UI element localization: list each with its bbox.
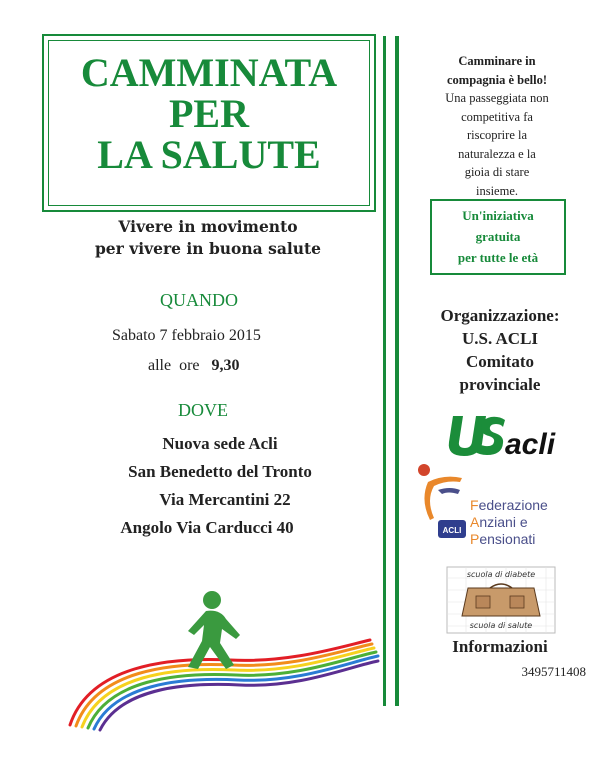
- subtitle: [70, 216, 346, 260]
- intro-line: naturalezza e la: [458, 146, 536, 161]
- address-line: San Benedetto del Tronto: [128, 462, 312, 481]
- scuola-logo: [446, 566, 556, 634]
- org-line: U.S. ACLI: [461, 329, 539, 348]
- vertical-divider: [395, 36, 399, 706]
- org-line: Comitato: [466, 352, 534, 371]
- fap-rest-1: ederazione: [478, 497, 548, 513]
- organization-block: [412, 304, 588, 396]
- intro-line: Una passeggiata non: [445, 91, 549, 105]
- event-time: [148, 357, 240, 375]
- event-time-value: 9,30: [211, 357, 240, 374]
- free-box-line: per tutte le età: [457, 250, 539, 265]
- address-block: [60, 430, 380, 542]
- title-line-1: CAMMINATA: [80, 50, 338, 95]
- scuola-top-text: scuola di diabete: [466, 570, 536, 579]
- intro-bold-line: Camminare in: [458, 54, 536, 68]
- page-title: [42, 52, 376, 175]
- vertical-divider: [383, 36, 386, 706]
- free-box-line: gratuita: [475, 229, 521, 244]
- intro-bold-line: compagnia è bello!: [447, 72, 547, 87]
- intro-line: insieme.: [475, 183, 518, 198]
- fap-rest-2: nziani e: [479, 514, 528, 530]
- fap-logo-text: [470, 497, 548, 548]
- fap-cap-f: F: [470, 497, 479, 513]
- intro-line: gioia di stare: [464, 165, 530, 179]
- intro-line: riscoprire la: [466, 128, 528, 142]
- where-heading: DOVE: [178, 400, 228, 420]
- walker-rainbow-icon: [60, 585, 380, 735]
- fap-rest-3: ensionati: [479, 531, 536, 547]
- intro-line: competitiva fa: [461, 109, 533, 124]
- subtitle-line-2: per vivere in buona salute: [94, 239, 322, 258]
- intro-text: [422, 52, 572, 200]
- svg-text:acli: acli: [505, 428, 556, 460]
- free-box-line: Un'iniziativa: [462, 208, 534, 223]
- address-line: Angolo Via Carducci 40: [120, 518, 294, 537]
- event-time-prefix: alle ore: [148, 357, 200, 374]
- subtitle-line-1: Vivere in movimento: [118, 217, 298, 236]
- us-acli-logo: [445, 412, 560, 460]
- info-phone[interactable]: 3495711408: [521, 664, 586, 679]
- scuola-bottom-text: scuola di salute: [469, 621, 533, 630]
- fap-cap-p: P: [470, 531, 480, 547]
- fap-cap-a: A: [470, 514, 480, 530]
- free-initiative-box: [430, 199, 566, 275]
- event-date: Sabato 7 febbraio 2015: [112, 327, 261, 344]
- address-line: Via Mercantini 22: [159, 490, 291, 509]
- org-line: provinciale: [459, 375, 541, 394]
- info-title: Informazioni: [452, 637, 548, 656]
- title-line-2: PER: [169, 91, 249, 136]
- when-heading: QUANDO: [160, 290, 238, 310]
- org-line: Organizzazione:: [440, 306, 560, 325]
- title-line-3: LA SALUTE: [97, 132, 321, 177]
- fap-badge-text: ACLI: [442, 526, 462, 535]
- address-line: Nuova sede Acli: [162, 434, 278, 453]
- fap-logo-icon: [416, 460, 476, 544]
